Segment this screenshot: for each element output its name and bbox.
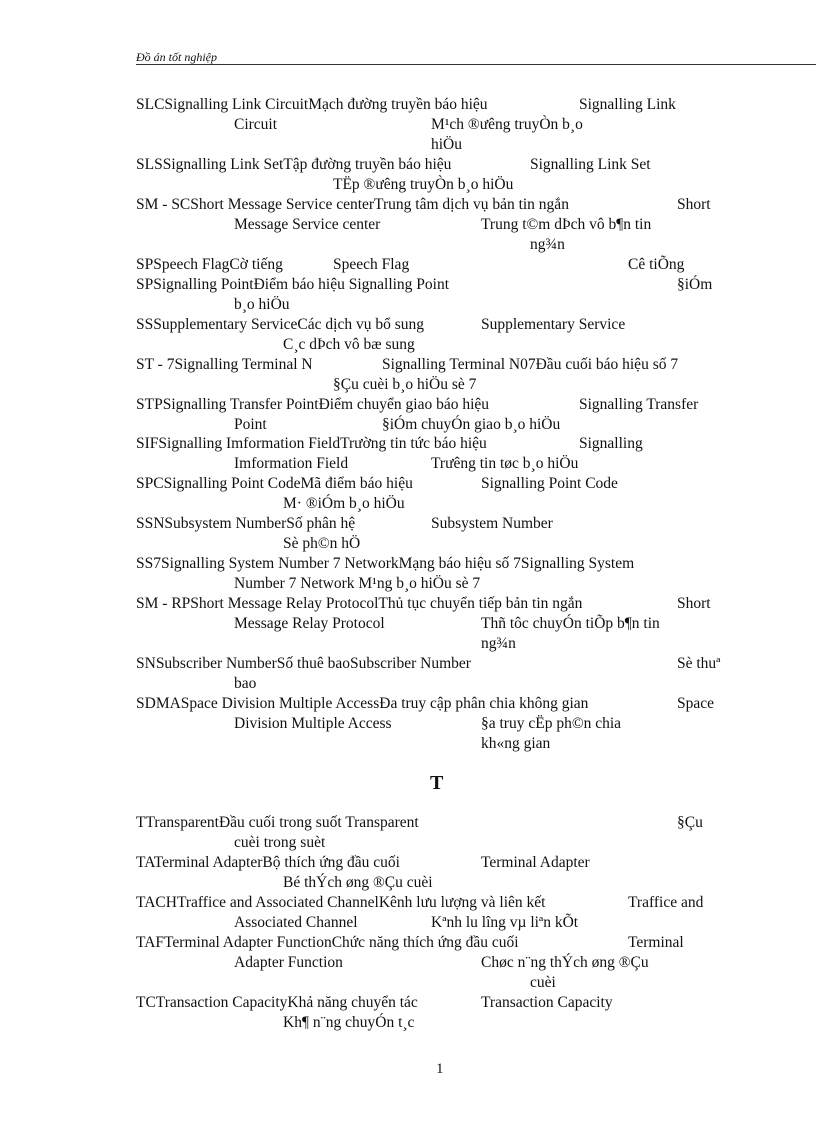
glossary-line: Point <box>234 416 267 433</box>
glossary-line: TACHTraffice and Associated ChannelKênh lưu lượng và liên kết <box>136 894 546 911</box>
glossary-line: SPSignalling PointĐiểm báo hiệu Signalling Point <box>136 276 450 293</box>
glossary-line: Message Service center <box>234 216 381 233</box>
glossary-line: Imformation Field <box>234 455 349 472</box>
glossary-line: Speech Flag <box>333 256 410 273</box>
glossary-line: Sè thuª <box>677 655 721 672</box>
glossary-line: cuèi trong suèt <box>234 834 326 851</box>
glossary-line: Signalling Point Code <box>481 475 618 492</box>
glossary-line: TAFTerminal Adapter FunctionChức năng thích ứng đầu cuối <box>136 934 519 951</box>
glossary-line: Short <box>677 196 711 213</box>
glossary-line: ng¾n <box>481 635 516 652</box>
glossary-line: §iÓm <box>677 276 713 293</box>
glossary-line: Kªnh lu lîng vµ liªn kÕt <box>431 914 579 931</box>
glossary-line: Signalling <box>579 435 643 452</box>
glossary-line: §a truy cËp ph©n chia <box>481 715 622 732</box>
glossary-line: SLCSignalling Link CircuitMạch đường truyền báo hiệu <box>136 96 488 113</box>
glossary-line: TATerminal AdapterBộ thích ứng đầu cuối <box>136 854 400 871</box>
glossary-line: Thñ tôc chuyÓn tiÕp b¶n tin <box>481 615 660 632</box>
glossary-line: SM - SCShort Message Service centerTrung tâm dịch vụ bản tin ngắn <box>136 196 569 213</box>
glossary-line: §Çu <box>677 814 703 831</box>
header-rule <box>136 64 816 65</box>
glossary-line: SDMASpace Division Multiple AccessĐa truy cập phân chia không gian <box>136 695 589 712</box>
glossary-line: M· ®iÓm b¸o hiÖu <box>283 495 405 512</box>
glossary-line: §iÓm chuyÓn giao b¸o hiÖu <box>382 416 561 433</box>
glossary-line: Cê tiÕng <box>628 256 685 273</box>
section-title: T <box>430 772 444 794</box>
glossary-line: bao <box>234 675 257 692</box>
glossary-line: kh«ng gian <box>481 735 551 752</box>
glossary-line: Signalling Terminal N07Đầu cuối báo hiệu số 7 <box>382 356 679 373</box>
glossary-line: SSSupplementary ServiceCác dịch vụ bổ sung <box>136 316 424 333</box>
glossary-line: Trung t©m dÞch vô b¶n tin <box>481 216 652 233</box>
document-header: Đồ án tốt nghiệp <box>136 50 217 64</box>
glossary-line: Circuit <box>234 116 278 133</box>
glossary-line: b¸o hiÖu <box>234 296 290 313</box>
glossary-line: Terminal Adapter <box>481 854 590 871</box>
glossary-line: TCTransaction CapacityKhả năng chuyển tác <box>136 994 418 1011</box>
glossary-line: cuèi <box>530 974 556 991</box>
glossary-line: Kh¶ n¨ng chuyÓn t¸c <box>283 1014 415 1031</box>
glossary-line: SLSSignalling Link SetTập đường truyền báo hiệu <box>136 156 452 173</box>
glossary-line: SM - RPShort Message Relay ProtocolThủ tục chuyển tiếp bản tin ngắn <box>136 595 583 612</box>
glossary-line: Division Multiple Access <box>234 715 392 732</box>
glossary-line: SPCSignalling Point CodeMã điểm báo hiệu <box>136 475 413 492</box>
glossary-line: Supplementary Service <box>481 316 626 333</box>
glossary-line: Bé thÝch øng ®Çu cuèi <box>283 874 433 891</box>
glossary-line: Terminal <box>628 934 684 951</box>
glossary-line: C¸c dÞch vô bæ sung <box>283 336 415 353</box>
glossary-line: TTransparentĐầu cuối trong suốt Transparent <box>136 814 419 831</box>
glossary-line: Sè ph©n hÖ <box>283 535 361 552</box>
glossary-line: SPSpeech FlagCờ tiếng <box>136 256 283 273</box>
glossary-line: ng¾n <box>530 236 565 253</box>
glossary-line: Traffice and <box>628 894 704 911</box>
glossary-line: Transaction Capacity <box>481 994 613 1011</box>
glossary-line: Message Relay Protocol <box>234 615 385 632</box>
page-number: 1 <box>436 1061 444 1077</box>
glossary-line: Space <box>677 695 715 712</box>
glossary-line: Chøc n¨ng thÝch øng ®Çu <box>481 954 649 971</box>
glossary-line: Associated Channel <box>234 914 358 931</box>
glossary-line: §Çu cuèi b¸o hiÖu sè 7 <box>333 376 477 393</box>
glossary-line: Number 7 Network M¹ng b¸o hiÖu sè 7 <box>234 575 481 592</box>
glossary-line: hiÖu <box>431 136 462 153</box>
glossary-line: Signalling Link <box>579 96 676 113</box>
glossary-line: Signalling Transfer <box>579 396 699 413</box>
glossary-line: SSNSubsystem NumberSố phân hệ <box>136 515 356 532</box>
glossary-line: Trưêng tin tøc b¸o hiÖu <box>431 455 579 472</box>
glossary-line: ST - 7Signalling Terminal N <box>136 356 313 373</box>
glossary-line: TËp ®ưêng truyÒn b¸o hiÖu <box>333 176 514 193</box>
glossary-line: Subsystem Number <box>431 515 553 532</box>
glossary-line: SNSubscriber NumberSố thuê baoSubscriber Number <box>136 655 471 672</box>
glossary-line: Signalling Link Set <box>530 156 651 173</box>
glossary-line: STPSignalling Transfer PointĐiểm chuyển giao báo hiệu <box>136 396 490 413</box>
glossary-line: SS7Signalling System Number 7 NetworkMạng báo hiệu số 7Signalling System <box>136 555 635 572</box>
glossary-line: Adapter Function <box>234 954 343 971</box>
glossary-line: SIFSignalling Imformation FieldTrường tin tức báo hiệu <box>136 435 487 452</box>
glossary-line: Short <box>677 595 711 612</box>
glossary-line: M¹ch ®ưêng truyÒn b¸o <box>431 116 583 133</box>
